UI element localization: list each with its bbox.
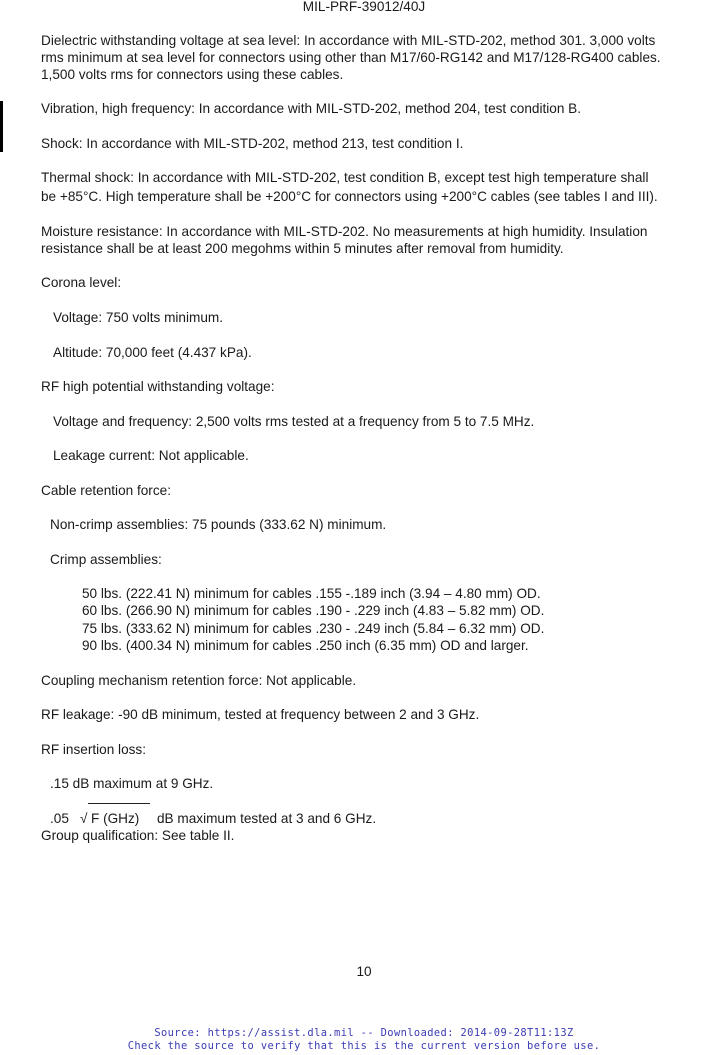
source-line: Source: https://assist.dla.mil -- Downloaded: 2014-09-28T11:13Z xyxy=(154,1027,574,1039)
change-bar xyxy=(0,101,3,152)
sqrt-symbol: √ xyxy=(80,811,88,826)
coupling-paragraph: Coupling mechanism retention force: Not applicable. xyxy=(41,673,357,688)
rf-hipot-heading: RF high potential withstanding voltage: xyxy=(41,379,275,394)
sqrt-overline xyxy=(88,803,150,804)
shock-paragraph: Shock: In accordance with MIL-STD-202, method 213, test condition I. xyxy=(41,136,464,151)
cable-retention-heading: Cable retention force: xyxy=(41,483,171,498)
page-number: 10 xyxy=(356,964,372,979)
rf-hipot-voltage: Voltage and frequency: 2,500 volts rms tested at a frequency from 5 to 7.5 MHz. xyxy=(53,414,535,429)
insertion-loss-2-radicand: F (GHz) xyxy=(91,811,140,826)
check-line: Check the source to verify that this is the current version before use. xyxy=(127,1040,601,1052)
moisture-line-2: resistance shall be at least 200 megohms within 5 minutes after removal from humidity. xyxy=(41,241,564,256)
dielectric-line-1: Dielectric withstanding voltage at sea level: In accordance with MIL-STD-202, method 301. 3,000 volts xyxy=(41,33,656,48)
group-qualification: Group qualification: See table II. xyxy=(41,828,235,843)
dielectric-line-2: rms minimum at sea level for connectors using other than M17/60-RG142 and M17/128-RG400 cables. xyxy=(41,50,661,65)
crimp-item: 50 lbs. (222.41 N) minimum for cables .155 -.189 inch (3.94 – 4.80 mm) OD. xyxy=(82,586,541,601)
insertion-loss-2-suffix: dB maximum tested at 3 and 6 GHz. xyxy=(157,811,377,826)
corona-heading: Corona level: xyxy=(41,275,122,290)
dielectric-line-3: 1,500 volts rms for connectors using these cables. xyxy=(41,67,344,82)
corona-voltage: Voltage: 750 volts minimum. xyxy=(53,310,224,325)
document-header: MIL-PRF-39012/40J xyxy=(302,0,426,14)
crimp-item: 75 lbs. (333.62 N) minimum for cables .230 - .249 inch (5.84 – 6.32 mm) OD. xyxy=(82,621,545,636)
insertion-loss-1: .15 dB maximum at 9 GHz. xyxy=(50,776,214,791)
crimp-item: 90 lbs. (400.34 N) minimum for cables .250 inch (6.35 mm) OD and larger. xyxy=(82,638,529,653)
rf-hipot-leakage: Leakage current: Not applicable. xyxy=(53,448,249,463)
thermal-shock-line-1: Thermal shock: In accordance with MIL-STD-202, test condition B, except test high temperature shall xyxy=(41,170,649,185)
thermal-shock-line-2: be +85°C. High temperature shall be +200°C for connectors using +200°C cables (see tables I and III). xyxy=(41,189,658,204)
rf-leakage-paragraph: RF leakage: -90 dB minimum, tested at frequency between 2 and 3 GHz. xyxy=(41,707,480,722)
corona-altitude: Altitude: 70,000 feet (4.437 kPa). xyxy=(53,345,252,360)
vibration-paragraph: Vibration, high frequency: In accordance with MIL-STD-202, method 204, test condition B. xyxy=(41,101,582,116)
crimp-heading: Crimp assemblies: xyxy=(50,552,162,567)
non-crimp-assemblies: Non-crimp assemblies: 75 pounds (333.62 N) minimum. xyxy=(50,517,387,532)
crimp-item: 60 lbs. (266.90 N) minimum for cables .190 - .229 inch (4.83 – 5.82 mm) OD. xyxy=(82,603,545,618)
insertion-loss-2-prefix: .05 xyxy=(50,811,69,826)
rf-insertion-heading: RF insertion loss: xyxy=(41,742,147,757)
moisture-line-1: Moisture resistance: In accordance with MIL-STD-202. No measurements at high humidity. Insulation xyxy=(41,224,648,239)
